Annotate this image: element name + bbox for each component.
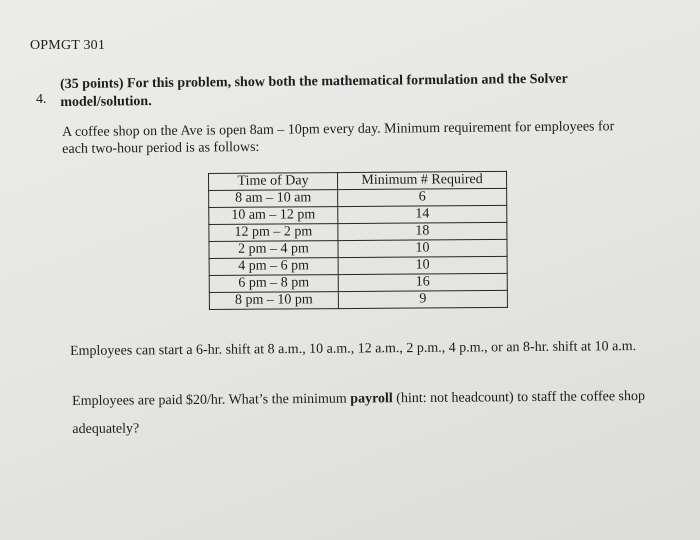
table-row [209,290,507,309]
time-cell: 12 pm – 2 pm [209,224,338,242]
question-heading-line-2: model/solution. [60,94,152,110]
time-cell: 2 pm – 4 pm [209,241,338,259]
problem-intro-line-2: each two-hour period is as follows: [62,139,260,157]
question-heading-line-1: (35 points) For this problem, show both the mathematical formulation and the Solver [60,71,568,92]
required-cell: 16 [338,273,507,291]
question-number: 4. [36,92,47,107]
problem-intro [62,118,662,158]
table-row [209,273,507,292]
table-row [209,222,507,241]
required-cell: 6 [338,188,507,206]
table-header-row [209,171,507,190]
problem-intro-line-1: A coffee shop on the Ave is open 8am – 10pm every day. Minimum requirement for employees for [62,119,615,140]
required-cell: 18 [338,222,507,240]
required-cell: 9 [338,290,507,308]
question-heading [60,70,620,112]
header-time-of-day: Time of Day [209,173,338,191]
payroll-emphasis: payroll [350,391,393,407]
time-cell: 10 am – 12 pm [209,207,338,225]
payroll-question-line-1 [72,383,692,416]
time-cell: 8 pm – 10 pm [209,292,338,310]
time-cell: 8 am – 10 am [209,190,338,208]
table-row [209,188,507,207]
payroll-text-part-1: Employees are paid $20/hr. What’s the minimum [72,391,351,409]
required-cell: 10 [338,239,507,257]
table-row [209,239,507,258]
required-cell: 10 [338,256,507,274]
staffing-requirements-table [208,171,508,310]
shift-options-text: Employees can start a 6-hr. shift at 8 a.m., 10 a.m., 12 a.m., 2 p.m., 4 p.m., or an 8-hr. shift at 10 a.m. [70,339,637,359]
course-code: OPMGT 301 [30,38,106,53]
time-cell: 6 pm – 8 pm [209,275,338,293]
required-cell: 14 [338,205,507,223]
time-cell: 4 pm – 6 pm [209,258,338,276]
header-minimum-required: Minimum # Required [338,171,507,189]
payroll-question [72,383,692,444]
table-row [209,256,507,275]
table-row [209,205,507,224]
payroll-question-line-2: adequately? [72,421,140,437]
payroll-text-part-2: (hint: not headcount) to staff the coffee shop [392,389,646,407]
